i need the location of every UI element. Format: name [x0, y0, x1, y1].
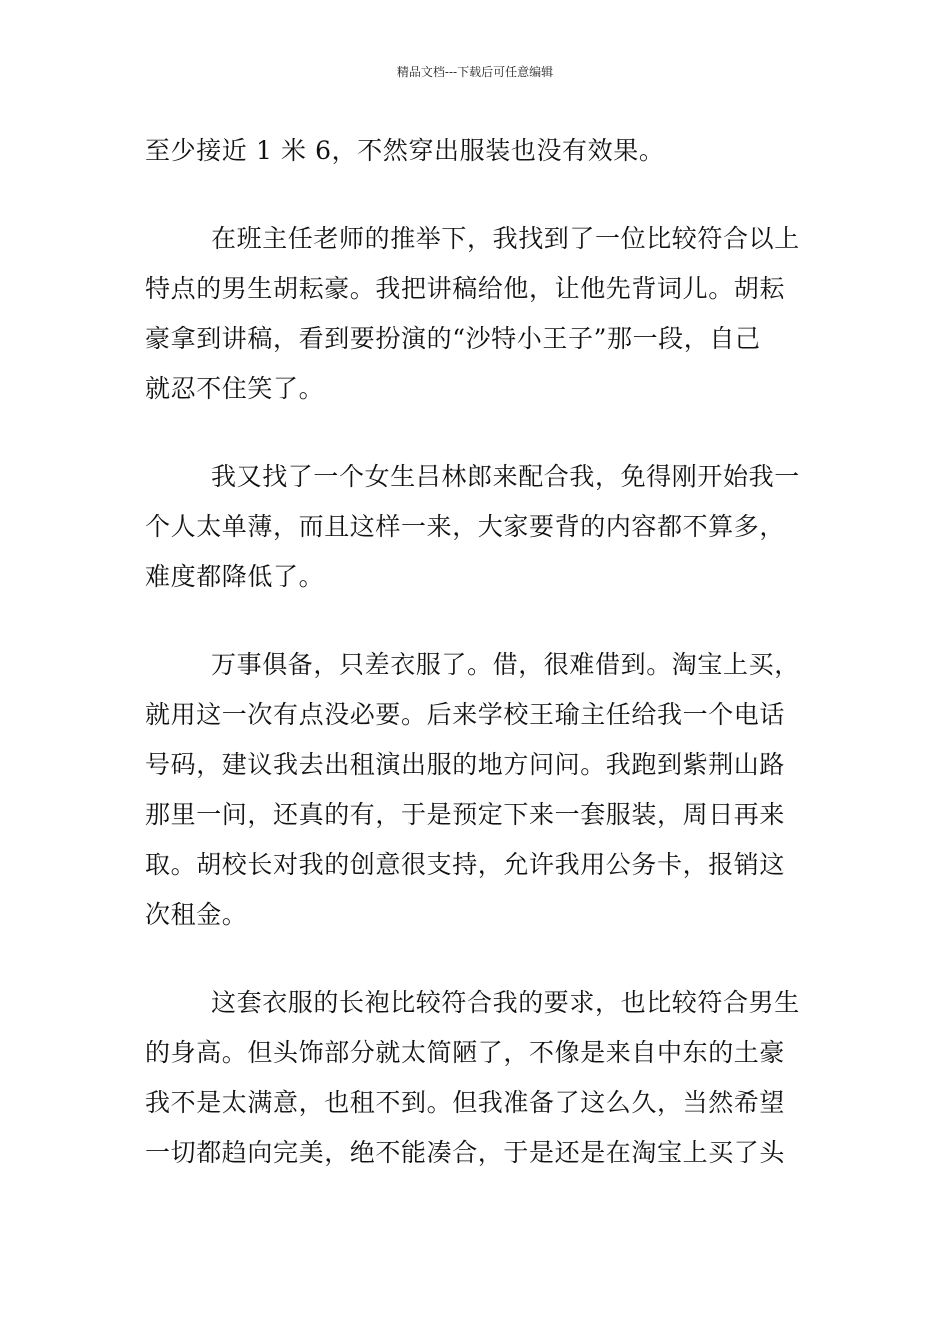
text-line: 次租金。	[145, 900, 248, 929]
text-line: 号码，建议我去出租演出服的地方问问。我跑到紫荆山路	[145, 750, 786, 779]
text-line: 难度都降低了。	[145, 562, 325, 591]
document-body	[145, 126, 807, 1178]
paragraph	[145, 978, 807, 1178]
text-line: 在班主任老师的推举下，我找到了一位比较符合以上	[211, 224, 800, 253]
text-line: 那里一问，还真的有，于是预定下来一套服装，周日再来	[145, 800, 786, 829]
text-line: 一切都趋向完美，绝不能凑合，于是还是在淘宝上买了头	[145, 1138, 786, 1167]
text-line: 取。胡校长对我的创意很支持，允许我用公务卡，报销这	[145, 850, 786, 879]
text-line: 我又找了一个女生吕林郎来配合我，免得刚开始我一	[211, 462, 800, 491]
text-line: 我不是太满意，也租不到。但我准备了这么久，当然希望	[145, 1088, 786, 1117]
paragraph	[145, 640, 807, 940]
text-line: 万事俱备，只差衣服了。借，很难借到。淘宝上买，	[211, 650, 800, 679]
page-header: 精品文档---下载后可任意编辑	[396, 65, 554, 79]
text-line: 就忍不住笑了。	[145, 374, 325, 403]
paragraph-continuation	[145, 126, 807, 176]
text-line: 特点的男生胡耘豪。我把讲稿给他，让他先背词儿。胡耘	[145, 274, 786, 303]
text-line: 的身高。但头饰部分就太简陋了，不像是来自中东的土豪	[145, 1038, 786, 1067]
text-line: 至少接近 1 米 6，不然穿出服装也没有效果。	[145, 136, 665, 165]
text-line: 个人太单薄，而且这样一来，大家要背的内容都不算多，	[145, 512, 786, 541]
text-line: 豪拿到讲稿，看到要扮演的“沙特小王子”那一段，自己	[145, 324, 761, 353]
paragraph	[145, 452, 807, 602]
paragraph	[145, 214, 807, 414]
text-line: 就用这一次有点没必要。后来学校王瑜主任给我一个电话	[145, 700, 786, 729]
text-line: 这套衣服的长袍比较符合我的要求，也比较符合男生	[211, 988, 800, 1017]
